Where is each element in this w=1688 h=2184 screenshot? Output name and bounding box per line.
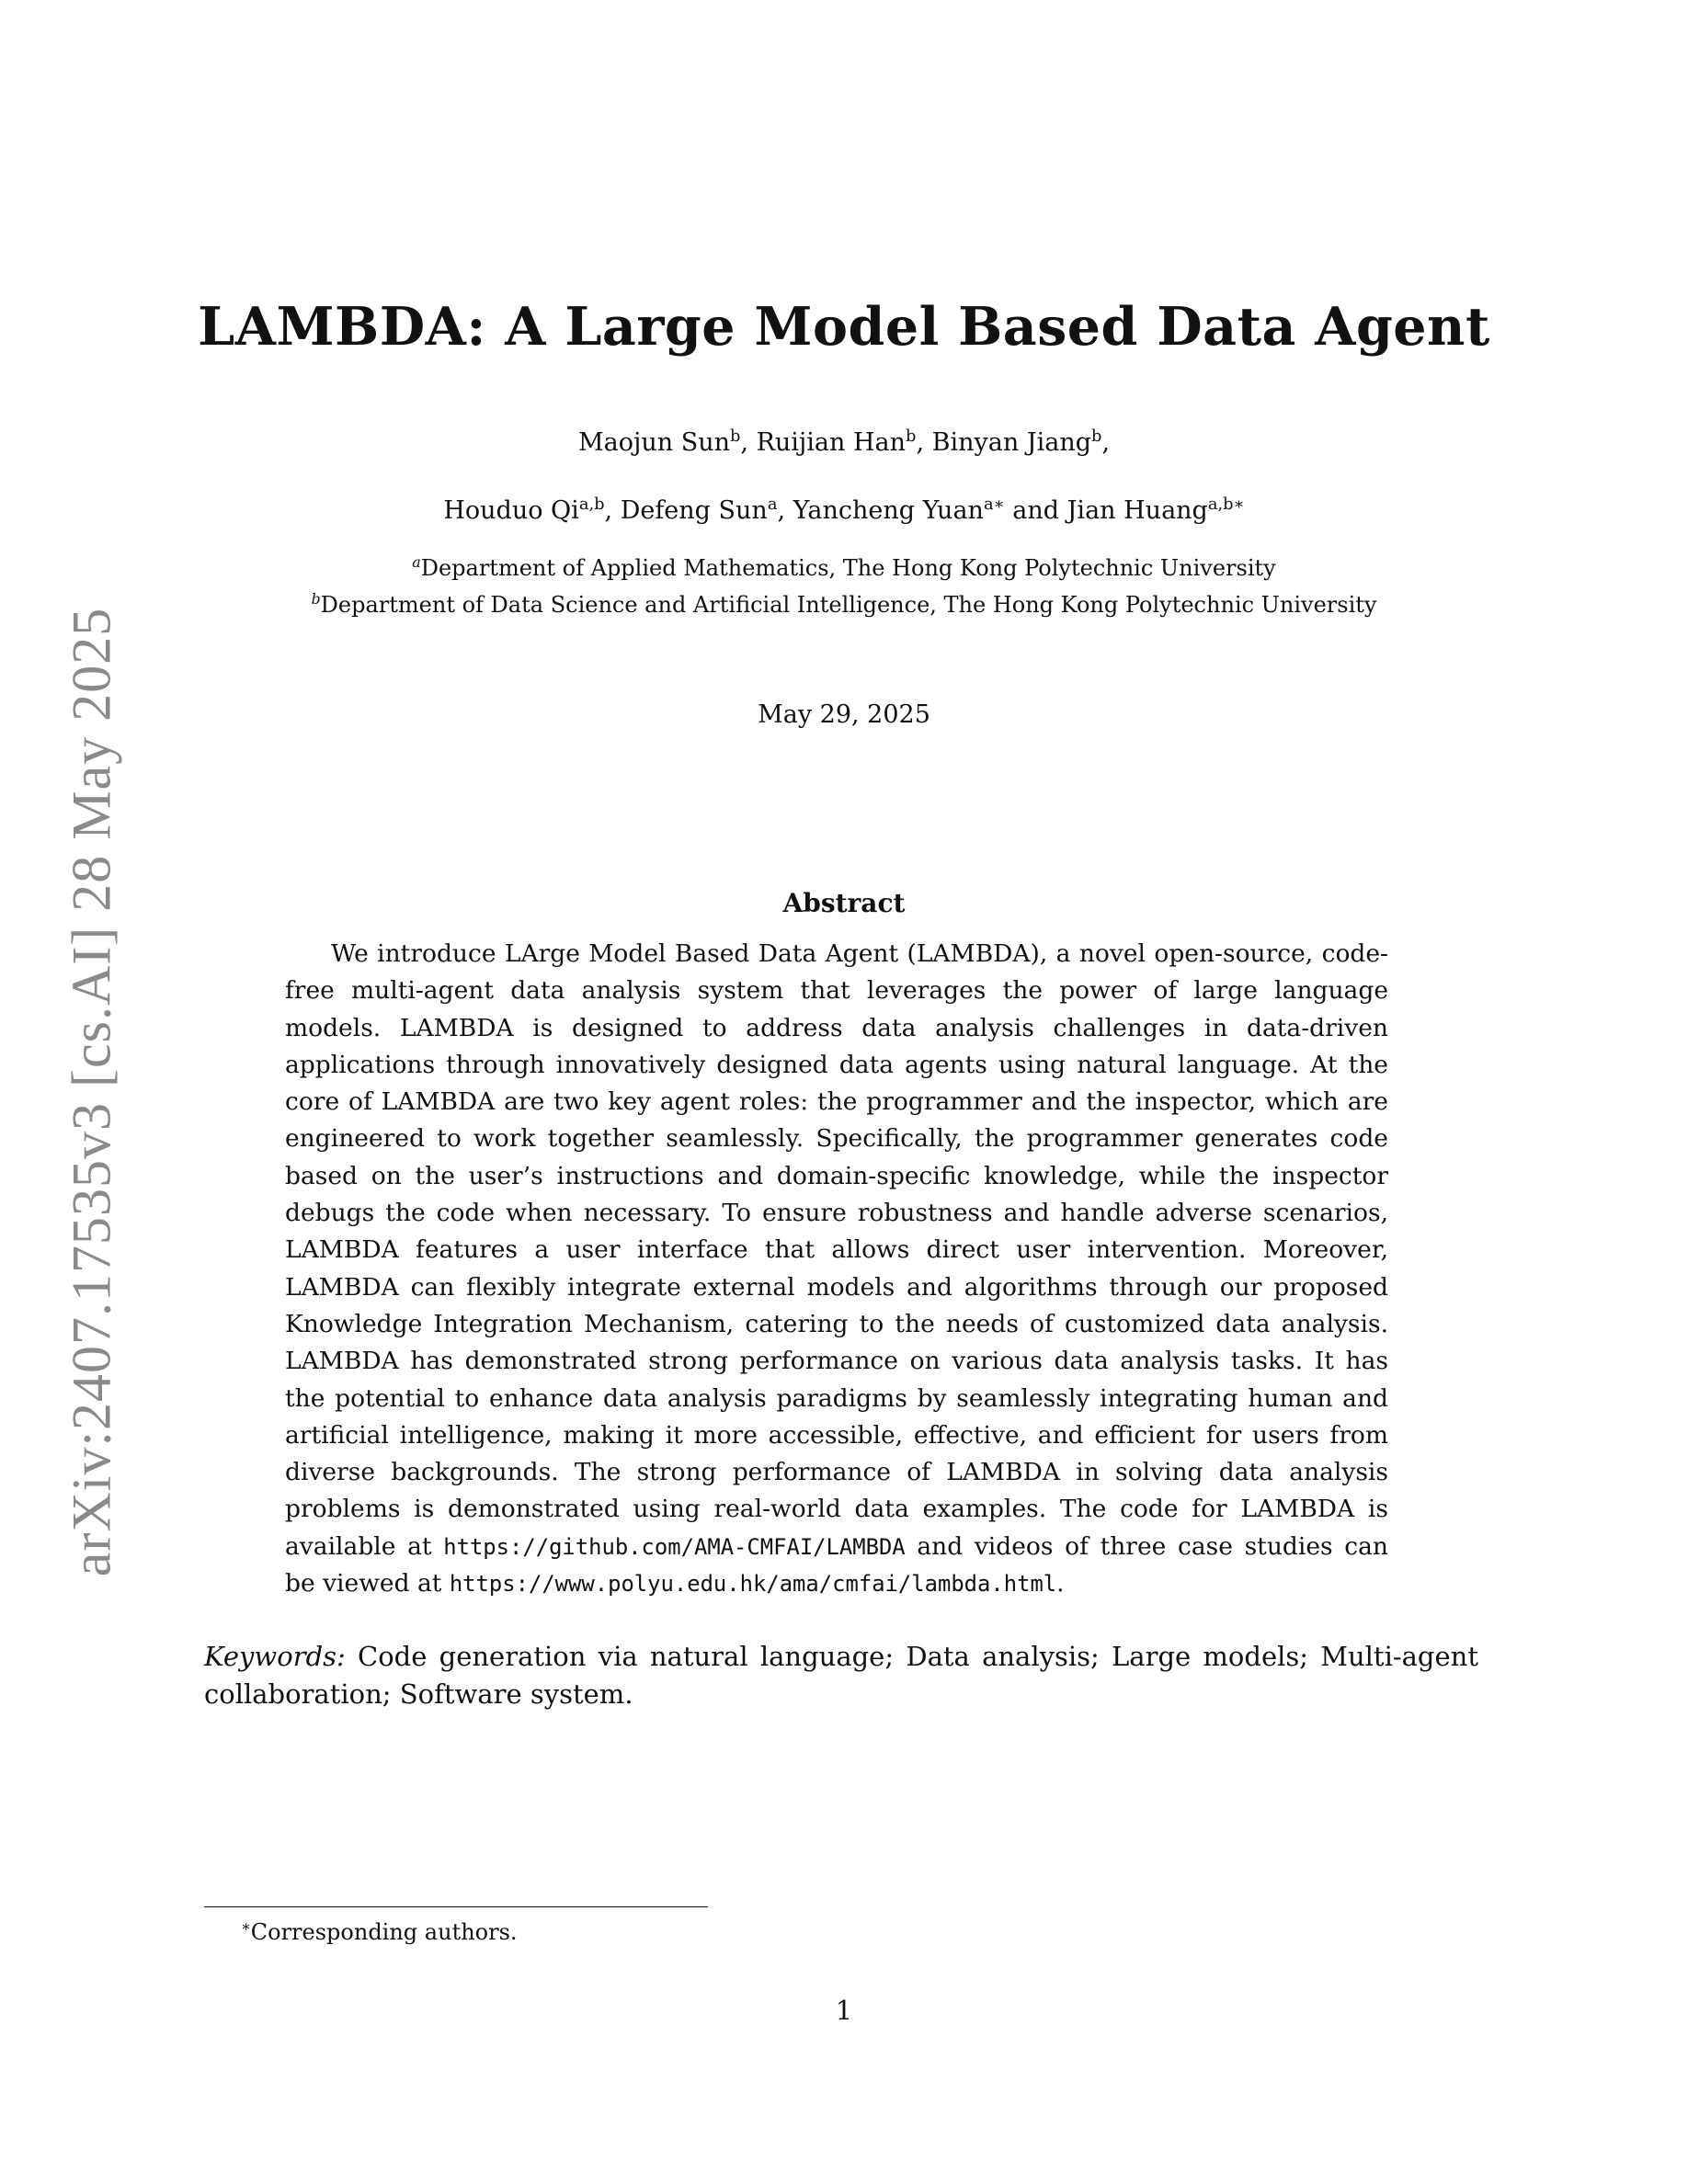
author-name: Defeng Sun (620, 496, 768, 525)
affiliation-mark: b (311, 590, 321, 608)
author-separator: , (916, 428, 932, 457)
abstract-paragraph: We introduce LArge Model Based Data Agent (LAMBDA), a novel open-source, code-free multi-agent data analysis system that leverages the power of large language models. LAMBDA is designed to address data analysis challenges in data-driven applications through innovatively designed data agents using natural language. At the core of LAMBDA are two key agent roles: the programmer and the inspector, which are engineered to work together seamlessly. Specifically, the programmer generates code based on the user’s instructions and domain-specific knowledge, while the inspector debugs the code when necessary. To ensure robustness and handle adverse scenarios, LAMBDA features a user interface that allows direct user intervention. Moreover, LAMBDA can flexibly integrate external models and algorithms through our proposed Knowledge Integration Mechanism, catering to the needs of customized data analysis. LAMBDA has demonstrated strong performance on various data analysis tasks. It has the potential to enhance data analysis paradigms by seamlessly integrating human and artificial intelligence, making it more accessible, effective, and efficient for users from diverse backgrounds. The strong performance of LAMBDA in solving data analysis problems is demonstrated using real-world data examples. The code for LAMBDA is available at (285, 939, 1388, 1561)
abstract-text (285, 936, 1388, 1602)
case-studies-link[interactable]: https://www.polyu.edu.hk/ama/cmfai/lambda.html (449, 1571, 1057, 1598)
author-list-line-1 (0, 428, 1688, 457)
footnote-text: Corresponding authors. (250, 1919, 518, 1945)
abstract-end-punctuation: . (1056, 1569, 1065, 1598)
author-separator: and (1004, 496, 1067, 525)
author-separator: , (1101, 428, 1111, 457)
author-list-line-2 (0, 496, 1688, 525)
footnote-mark: ∗ (241, 1917, 251, 1935)
keywords (204, 1638, 1488, 1712)
author-name: Houduo Qi (443, 496, 579, 525)
keywords-label: Keywords: (204, 1641, 346, 1672)
affiliation-text: Department of Applied Mathematics, The Hong Kong Polytechnic University (420, 555, 1276, 581)
author-name: Yancheng Yuan (793, 496, 984, 525)
paper-title: LAMBDA: A Large Model Based Data Agent (198, 296, 1490, 358)
footnote-divider (204, 1906, 708, 1907)
affiliation-mark: a (412, 553, 421, 571)
keywords-text: Code generation via natural language; Data analysis; Large models; Multi-agent collaboration; Software system. (204, 1641, 1488, 1710)
affiliation-b (0, 592, 1688, 618)
arxiv-identifier: arXiv:2407.17535v3 [cs.AI] 28 May 2025 (61, 607, 122, 1577)
author-affiliation-mark: a,b∗ (1207, 495, 1245, 514)
author-separator: , (740, 428, 757, 457)
author-name: Ruijian Han (756, 428, 907, 457)
abstract-heading: Abstract (782, 888, 906, 918)
author-separator: , (777, 496, 793, 525)
publication-date: May 29, 2025 (758, 700, 930, 729)
author-affiliation-mark: b (906, 427, 917, 446)
author-name: Binyan Jiang (931, 428, 1092, 457)
abstract-paragraph-continued: and videos of three case studies can be viewed at (285, 1531, 1388, 1598)
author-separator: , (604, 496, 621, 525)
author-affiliation-mark: a (767, 495, 778, 514)
author-affiliation-mark: b (1091, 427, 1102, 446)
author-name: Maojun Sun (577, 428, 730, 457)
author-name: Jian Huang (1066, 496, 1208, 525)
affiliation-a (0, 555, 1688, 581)
github-link[interactable]: https://github.com/AMA-CMFAI/LAMBDA (443, 1533, 906, 1560)
page-number: 1 (835, 1995, 853, 2026)
author-affiliation-mark: b (729, 427, 741, 446)
affiliation-text: Department of Data Science and Artificial Intelligence, The Hong Kong Polytechnic University (320, 592, 1377, 618)
footnote (241, 1919, 518, 1945)
author-affiliation-mark: a∗ (983, 495, 1005, 514)
author-affiliation-mark: a,b (578, 495, 605, 514)
